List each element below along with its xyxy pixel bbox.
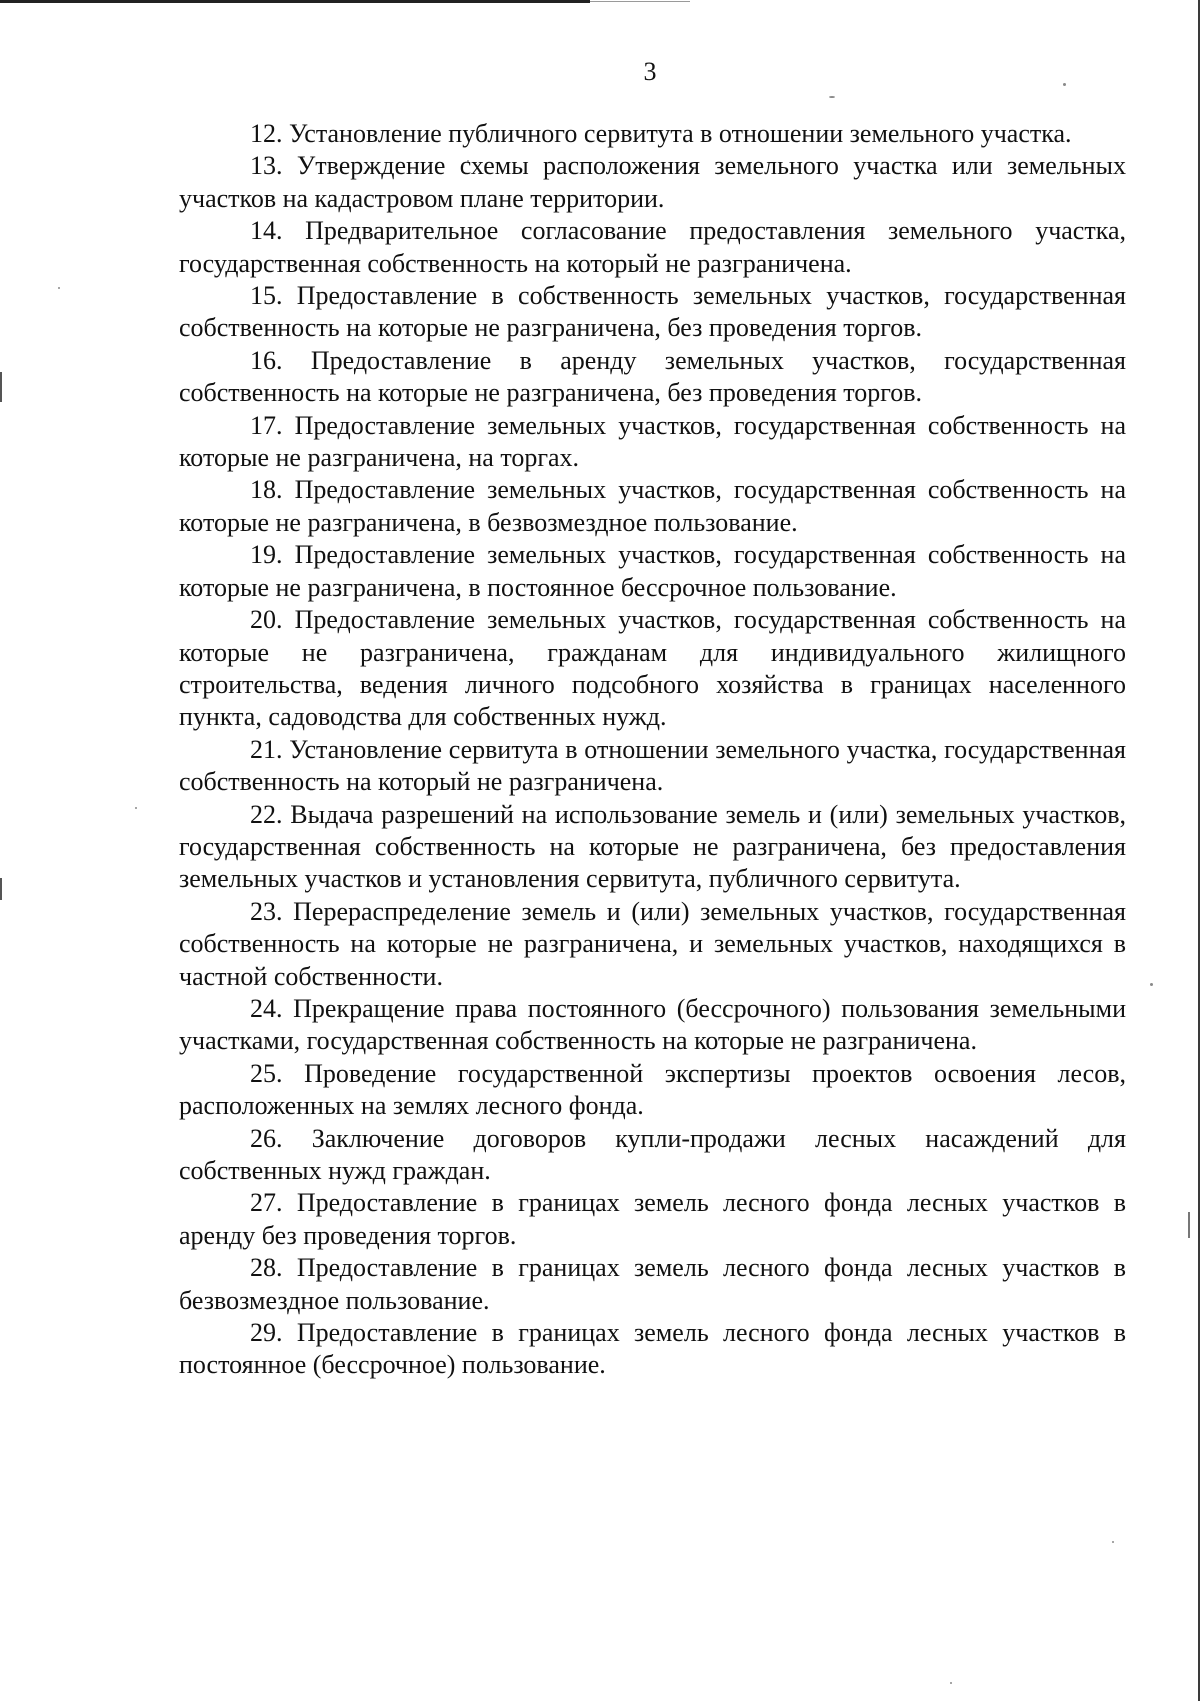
scan-top-rule — [0, 0, 590, 3]
scan-right-tick — [1188, 1212, 1190, 1238]
list-item: 16. Предоставление в аренду земельных участков, государственная собственность на которые не разграничена, без проведения торгов. — [179, 345, 1126, 408]
scan-speck — [135, 807, 137, 809]
scan-left-mark — [0, 372, 2, 402]
list-item: 13. Утверждение схемы расположения земельного участка или земельных участков на кадастровом плане территории. — [179, 151, 1126, 213]
scan-speck — [829, 96, 835, 98]
list-item: 21. Установление сервитута в отношении земельного участка, государственная собственность на который не разграничена. — [179, 734, 1126, 797]
list-item: 28. Предоставление в границах земель лесного фонда лесных участков в безвозмездное пользование. — [179, 1253, 1126, 1315]
list-item: 14. Предварительное согласование предоставления земельного участка, государственная собственность на который не разграничена. — [179, 216, 1126, 278]
list-item: 22. Выдача разрешений на использование земель и (или) земельных участков, государственная собственность на которые не разграничена, без предоставления земельных участков и установления сервитута, публичного сервитута. — [179, 799, 1126, 894]
list-item: 20. Предоставление земельных участков, государственная собственность на которые не разграничена, гражданам для индивидуального жилищного строительства, ведения личного подсобного хозяйства в границах населенного пункта, садоводства для собственных нужд. — [179, 605, 1126, 732]
scan-left-mark — [0, 878, 2, 900]
list-item: 12. Установление публичного сервитута в отношении земельного участка. — [250, 119, 1072, 148]
list-item: 26. Заключение договоров купли-продажи лесных насаждений для собственных нужд граждан. — [179, 1123, 1126, 1185]
list-item: 19. Предоставление земельных участков, государственная собственность на которые не разграничена, в постоянное бессрочное пользование. — [179, 540, 1126, 602]
scan-top-rule-faint — [590, 1, 690, 2]
scan-speck — [1112, 1541, 1114, 1543]
list-item: 15. Предоставление в собственность земельных участков, государственная собственность на которые не разграничена, без проведения торгов. — [179, 281, 1126, 343]
list-item: 17. Предоставление земельных участков, государственная собственность на которые не разграничена, на торгах. — [179, 410, 1126, 473]
document-body — [179, 118, 1126, 1382]
scan-speck — [1150, 983, 1153, 986]
page-number: 3 — [643, 57, 657, 86]
list-item: 23. Перераспределение земель и (или) земельных участков, государственная собственность на которые не разграничена, и земельных участков, находящихся в частной собственности. — [179, 896, 1126, 991]
list-item: 27. Предоставление в границах земель лесного фонда лесных участков в аренду без проведения торгов. — [179, 1188, 1126, 1250]
scan-speck — [58, 287, 60, 289]
scan-speck — [950, 1682, 952, 1684]
list-item: 29. Предоставление в границах земель лесного фонда лесных участков в постоянное (бессрочное) пользование. — [179, 1318, 1126, 1380]
list-item: 25. Проведение государственной экспертизы проектов освоения лесов, расположенных на землях лесного фонда. — [179, 1058, 1126, 1121]
list-item: 24. Прекращение права постоянного (бессрочного) пользования земельными участками, государственная собственность на которые не разграничена. — [179, 993, 1126, 1056]
list-item: 18. Предоставление земельных участков, государственная собственность на которые не разграничена, в безвозмездное пользование. — [179, 475, 1126, 537]
